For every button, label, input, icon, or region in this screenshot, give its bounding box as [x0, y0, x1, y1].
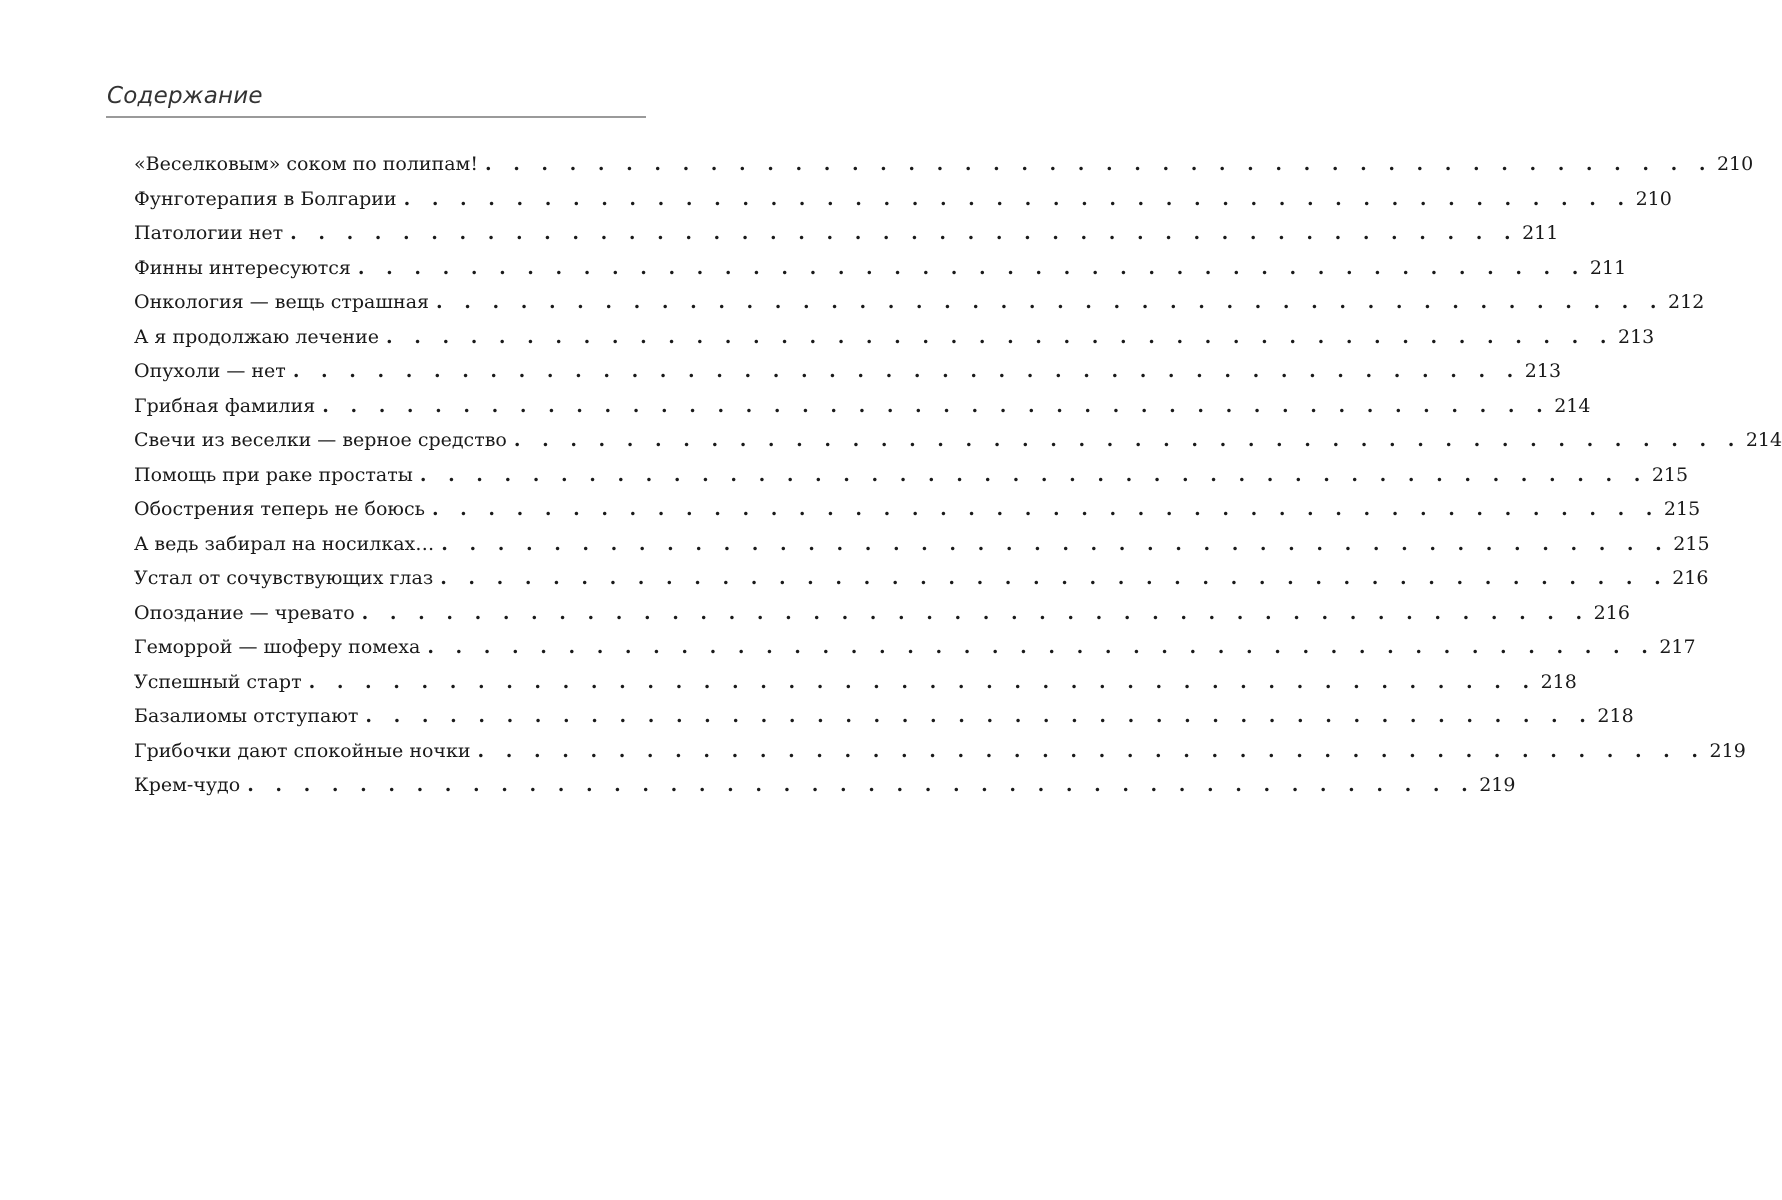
toc-entry-title: Опоздание — чревато: [134, 601, 355, 624]
toc-entry-page: 217: [1659, 636, 1696, 658]
toc-entry-title: Грибная фамилия: [134, 394, 316, 417]
toc-entry-page: 219: [1709, 739, 1746, 762]
dot-leader: . . . . . . . . . . . . . . . . . . . . . . . . . . . . . . . . . . . . . . . . . . . .: [357, 256, 1586, 279]
toc-entry: [134, 216, 1559, 251]
dot-leader: . . . . . . . . . . . . . . . . . . . . . . . . . . . . . . . . . . . . . . . . . . . .: [431, 498, 1660, 520]
toc-entry-title: Крем-чудо: [134, 774, 241, 796]
toc-entry-page: 212: [1668, 291, 1705, 313]
toc-entry-title: Свечи из веселки — верное средство: [134, 429, 507, 451]
dot-leader: . . . . . . . . . . . . . . . . . . . . . . . . . . . . . . . . . . . . . . . . . . . .: [441, 532, 1670, 555]
dot-leader: . . . . . . . . . . . . . . . . . . . . . . . . . . . . . . . . . . . . . . . . . . . .: [513, 429, 1742, 451]
toc-entry: [134, 492, 1701, 527]
toc-entry-title: Обострения теперь не боюсь: [134, 498, 425, 520]
toc-entry-page: 214: [1554, 394, 1591, 417]
toc-entry-title: «Веселковым» соком по полипам!: [134, 153, 478, 175]
toc-entry: [134, 251, 1627, 286]
dot-leader: . . . . . . . . . . . . . . . . . . . . . . . . . . . . . . . . . . . . . . . . . . . .: [436, 291, 1665, 313]
dot-leader: . . . . . . . . . . . . . . . . . . . . . . . . . . . . . . . . . . . . . . . . . . . .: [477, 739, 1706, 762]
toc-entry: [134, 596, 1630, 631]
toc-entry-page: 215: [1673, 532, 1710, 555]
dot-leader: . . . . . . . . . . . . . . . . . . . . . . . . . . . . . . . . . . . . . . . . . . . .: [440, 567, 1669, 589]
toc-entry-page: 214: [1745, 429, 1782, 451]
toc-entry: [134, 527, 1710, 562]
toc-entry-page: 213: [1618, 325, 1655, 348]
table-of-contents: [134, 147, 1782, 803]
toc-entry-page: 218: [1540, 670, 1577, 693]
toc-entry: [134, 320, 1655, 355]
toc-entry-page: 216: [1672, 567, 1709, 589]
toc-entry-page: 213: [1524, 360, 1562, 382]
dot-leader: . . . . . . . . . . . . . . . . . . . . . . . . . . . . . . . . . . . . . . . . . . . .: [419, 463, 1648, 486]
toc-entry-page: 211: [1522, 222, 1559, 244]
toc-entry-title: Онкология — вещь страшная: [134, 291, 430, 313]
toc-entry: [134, 458, 1689, 493]
toc-entry-title: Фунготерапия в Болгарии: [134, 187, 397, 210]
toc-entry: [134, 699, 1634, 734]
toc-entry-page: 210: [1716, 153, 1754, 175]
toc-entry: [134, 285, 1705, 320]
toc-entry-title: Финны интересуются: [134, 256, 351, 279]
toc-entry-page: 210: [1635, 187, 1672, 210]
toc-entry-title: Патологии нет: [134, 222, 284, 244]
header-divider: [106, 116, 646, 118]
running-header: [106, 80, 646, 118]
dot-leader: . . . . . . . . . . . . . . . . . . . . . . . . . . . . . . . . . . . . . . . . . . . .: [292, 360, 1521, 382]
dot-leader: . . . . . . . . . . . . . . . . . . . . . . . . . . . . . . . . . . . . . . . . . . . .: [386, 325, 1614, 348]
toc-entry: [134, 354, 1562, 389]
dot-leader: . . . . . . . . . . . . . . . . . . . . . . . . . . . . . . . . . . . . . . . . . . . .: [290, 222, 1519, 244]
toc-entry: [134, 389, 1591, 424]
toc-entry: [134, 561, 1709, 596]
toc-entry: [134, 630, 1696, 665]
toc-entry-page: 219: [1479, 774, 1516, 796]
dot-leader: . . . . . . . . . . . . . . . . . . . . . . . . . . . . . . . . . . . . . . . . . . . .: [361, 601, 1590, 624]
toc-entry-title: Помощь при раке простаты: [134, 463, 413, 486]
toc-entry-page: 218: [1597, 705, 1634, 727]
toc-entry-page: 216: [1593, 601, 1630, 624]
dot-leader: . . . . . . . . . . . . . . . . . . . . . . . . . . . . . . . . . . . . . . . . . . . .: [403, 187, 1632, 210]
toc-entry-title: А я продолжаю лечение: [134, 325, 380, 348]
dot-leader: . . . . . . . . . . . . . . . . . . . . . . . . . . . . . . . . . . . . . . . . . . . .: [365, 705, 1594, 727]
dot-leader: . . . . . . . . . . . . . . . . . . . . . . . . . . . . . . . . . . . . . . . . . . . .: [247, 774, 1476, 796]
page-title: Содержание: [107, 83, 263, 109]
toc-entry-title: А ведь забирал на носилках…: [134, 532, 435, 555]
dot-leader: . . . . . . . . . . . . . . . . . . . . . . . . . . . . . . . . . . . . . . . . . . . .: [308, 670, 1537, 693]
dot-leader: . . . . . . . . . . . . . . . . . . . . . . . . . . . . . . . . . . . . . . . . . . . .: [427, 636, 1656, 658]
toc-entry-title: Устал от сочувствующих глаз: [134, 567, 434, 589]
toc-entry-title: Грибочки дают спокойные ночки: [134, 739, 471, 762]
dot-leader: . . . . . . . . . . . . . . . . . . . . . . . . . . . . . . . . . . . . . . . . . . . .: [322, 394, 1551, 417]
toc-entry: [134, 147, 1754, 182]
toc-entry-title: Геморрой — шоферу помеха: [134, 636, 421, 658]
toc-entry-page: 211: [1589, 256, 1627, 279]
toc-entry-page: 215: [1651, 463, 1689, 486]
toc-entry-title: Опухоли — нет: [134, 360, 286, 382]
dot-leader: . . . . . . . . . . . . . . . . . . . . . . . . . . . . . . . . . . . . . . . . . . . .: [484, 153, 1713, 175]
toc-entry: [134, 734, 1746, 769]
toc-entry-title: Успешный старт: [134, 670, 302, 693]
toc-entry: [134, 768, 1516, 803]
toc-entry-title: Базалиомы отступают: [134, 705, 359, 727]
toc-entry: [134, 182, 1672, 217]
toc-entry-page: 215: [1663, 498, 1701, 520]
toc-entry: [134, 423, 1782, 458]
toc-entry: [134, 665, 1577, 700]
